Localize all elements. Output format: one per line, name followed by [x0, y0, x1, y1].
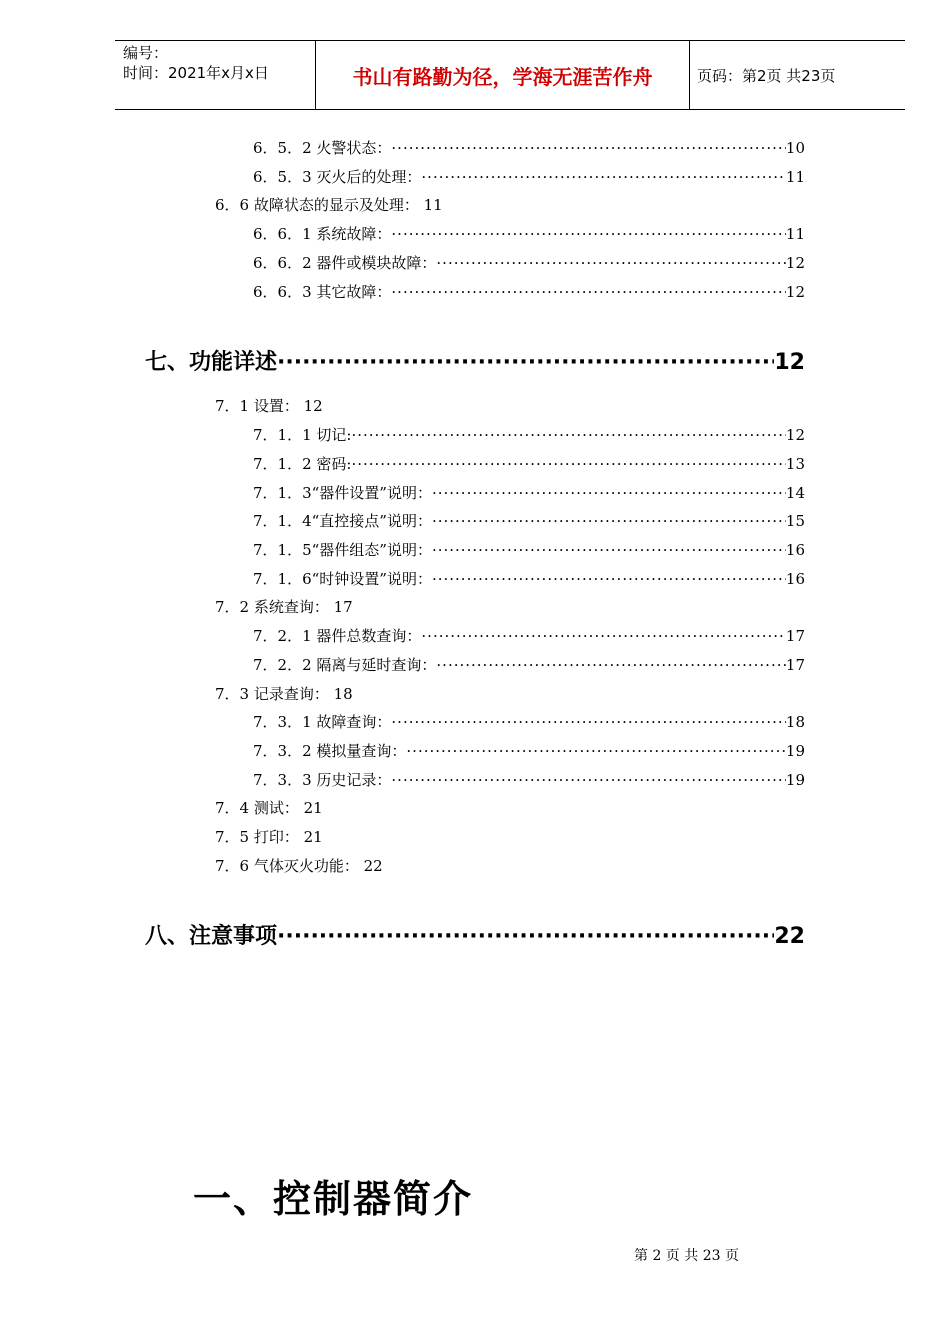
toc-entry-page: 17: [785, 656, 805, 674]
toc-entry-page: 17: [785, 627, 805, 645]
page-footer: 第 2 页 共 23 页: [634, 1248, 739, 1264]
toc-chapter-text: 八、注意事项: [145, 924, 278, 949]
section-title: 一、控制器简介: [193, 1177, 474, 1221]
toc-leader: [432, 568, 786, 590]
toc-chapter-entry[interactable]: [145, 347, 805, 379]
toc-entry[interactable]: [215, 683, 353, 705]
toc-entry-text: 7．1．4“直控接点”说明：: [253, 512, 432, 530]
toc-entry[interactable]: [253, 539, 805, 561]
toc-entry-page: 12: [785, 254, 805, 272]
toc-entry-text: 7．5 打印： 21: [215, 828, 323, 846]
toc-entry[interactable]: [215, 194, 443, 216]
toc-entry-text: 7．1 设置： 12: [215, 397, 323, 415]
toc-entry[interactable]: [253, 137, 805, 159]
toc-leader: [421, 166, 786, 188]
toc-entry-page: 16: [785, 541, 805, 559]
toc-leader: [277, 921, 774, 953]
toc-entry[interactable]: [253, 166, 805, 188]
toc-entry-page: 12: [785, 426, 805, 444]
toc-entry[interactable]: [253, 568, 805, 590]
toc-entry-text: 7．1．6“时钟设置”说明：: [253, 570, 432, 588]
toc-entry-text: 6．6．3 其它故障：: [253, 283, 392, 301]
toc-entry-text: 6．5．3 灭火后的处理：: [253, 168, 422, 186]
toc-entry[interactable]: [253, 654, 805, 676]
toc-leader: [391, 769, 786, 791]
toc-entry[interactable]: [215, 596, 353, 618]
page-header: [115, 40, 905, 110]
toc-leader: [351, 453, 785, 475]
toc-entry-text: 7．3．2 模拟量查询：: [253, 742, 407, 760]
header-motto: 书山有路勤为径，学海无涯苦作舟: [352, 64, 653, 89]
toc-entry[interactable]: [253, 769, 805, 791]
toc-entry[interactable]: [253, 510, 805, 532]
header-page-label: 页码：第2页 共23页: [697, 67, 836, 85]
toc-entry[interactable]: [215, 855, 383, 877]
toc-entry-text: 7．2 系统查询： 17: [215, 598, 353, 616]
toc-chapter-entry[interactable]: [145, 921, 805, 953]
toc-entry[interactable]: [253, 223, 805, 245]
toc-leader: [436, 252, 786, 274]
toc-entry-page: 11: [785, 168, 805, 186]
toc-entry-page: 11: [785, 225, 805, 243]
toc-entry-page: 19: [785, 771, 805, 789]
toc-entry[interactable]: [215, 797, 323, 819]
toc-leader: [421, 625, 786, 647]
toc-entry-text: 7．6 气体灭火功能： 22: [215, 857, 383, 875]
toc-entry[interactable]: [253, 424, 805, 446]
toc-entry[interactable]: [253, 625, 805, 647]
toc-entry-page: 18: [785, 713, 805, 731]
toc-entry-page: 13: [785, 455, 805, 473]
toc-entry-text: 6．5．2 火警状态：: [253, 139, 392, 157]
toc-chapter-text: 七、功能详述: [145, 350, 278, 375]
toc-entry[interactable]: [253, 740, 805, 762]
toc-leader: [406, 740, 786, 762]
toc-entry-page: 14: [785, 484, 805, 502]
toc-leader: [391, 223, 786, 245]
toc-leader: [277, 347, 774, 379]
toc-entry-text: 7．3．3 历史记录：: [253, 771, 392, 789]
toc-entry[interactable]: [253, 281, 805, 303]
toc-leader: [391, 711, 786, 733]
toc-chapter-page: 12: [774, 350, 805, 375]
header-divider: [689, 41, 690, 109]
toc-entry[interactable]: [253, 252, 805, 274]
toc-entry-text: 7．2．1 器件总数查询：: [253, 627, 422, 645]
toc-entry[interactable]: [253, 711, 805, 733]
toc-entry-text: 7．3 记录查询： 18: [215, 685, 353, 703]
toc-entry-text: 6．6 故障状态的显示及处理： 11: [215, 196, 443, 214]
toc-entry-text: 7．1．1 切记:: [253, 426, 352, 444]
toc-leader: [432, 510, 786, 532]
time-label: 时间：2021年x月x日: [123, 64, 269, 82]
toc-leader: [351, 424, 785, 446]
toc-entry[interactable]: [215, 395, 323, 417]
toc-entry-text: 7．1．2 密码:: [253, 455, 352, 473]
toc-leader: [391, 137, 786, 159]
toc-entry-text: 7．1．3“器件设置”说明：: [253, 484, 432, 502]
toc-entry-page: 15: [785, 512, 805, 530]
header-meta: [123, 43, 269, 83]
toc-leader: [432, 539, 786, 561]
toc-leader: [432, 482, 786, 504]
toc-entry-text: 7．2．2 隔离与延时查询：: [253, 656, 437, 674]
toc-leader: [436, 654, 786, 676]
toc-leader: [391, 281, 786, 303]
toc-entry[interactable]: [253, 453, 805, 475]
toc-entry[interactable]: [253, 482, 805, 504]
toc-entry-text: 7．4 测试： 21: [215, 799, 323, 817]
toc-entry-page: 16: [785, 570, 805, 588]
toc-entry-page: 10: [785, 139, 805, 157]
toc-entry-text: 7．1．5“器件组态”说明：: [253, 541, 432, 559]
toc-entry[interactable]: [215, 826, 323, 848]
toc-entry-text: 7．3．1 故障查询：: [253, 713, 392, 731]
number-label: 编号：: [123, 44, 169, 62]
toc-entry-text: 6．6．1 系统故障：: [253, 225, 392, 243]
toc-entry-page: 12: [785, 283, 805, 301]
toc-chapter-page: 22: [774, 924, 805, 949]
toc-entry-page: 19: [785, 742, 805, 760]
toc-entry-text: 6．6．2 器件或模块故障：: [253, 254, 437, 272]
